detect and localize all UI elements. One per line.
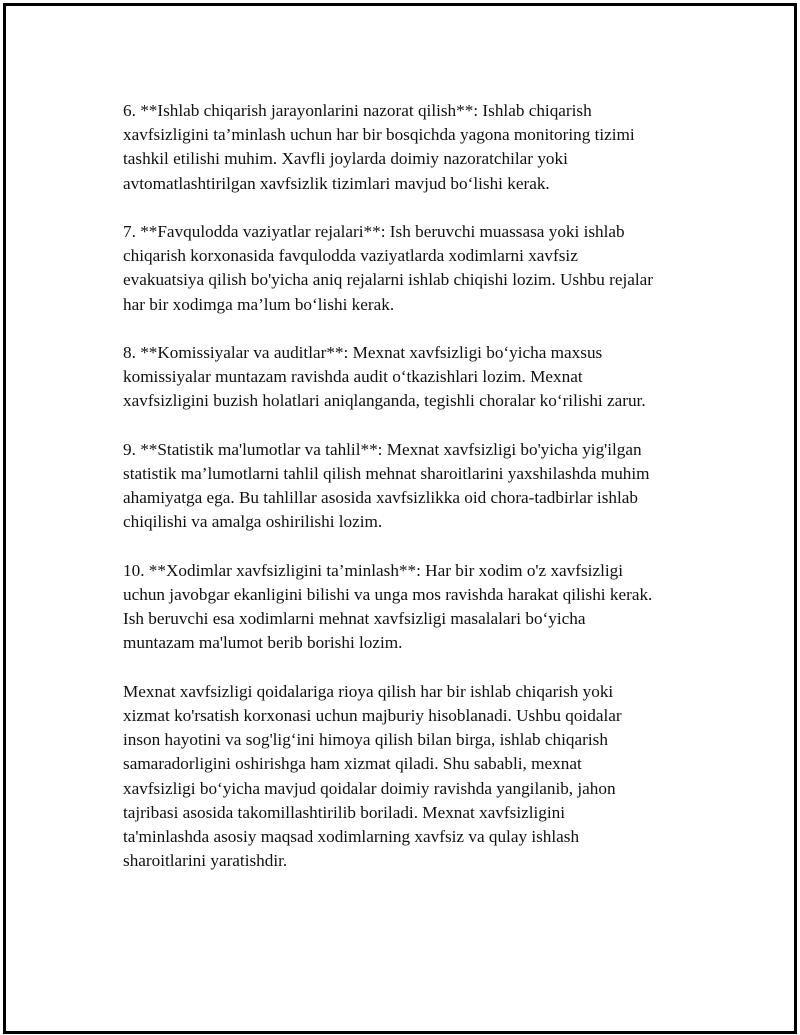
paragraph-6-production-control: 6. **Ishlab chiqarish jarayonlarini nazorat qilish**: Ishlab chiqarish xavfsizligini ta’minlash uchun har bir bosqichda yagona monitoring tizimi tashkil etilishi muhim. Xavfli joylarda doimiy nazoratchilar yoki avtomatlashtirilgan xavfsizlik tizimlari mavjud bo‘lishi kerak.	[123, 101, 635, 193]
paragraph-8-commissions-audits: 8. **Komissiyalar va auditlar**: Mexnat xavfsizligi bo‘yicha maxsus komissiyalar muntazam ravishda audit o‘tkazishlari lozim. Mexnat xavfsizligini buzish holatlari aniqlanganda, tegishli choralar ko‘rilishi zarur.	[123, 343, 646, 411]
paragraph-10-employee-safety: 10. **Xodimlar xavfsizligini ta’minlash**: Har bir xodim o'z xavfsizligi uchun javobgar ekanligini bilishi va unga mos ravishda harakat qilishi kerak. Ish beruvchi esa xodimlarni mehnat xavfsizligi masalalari bo‘yicha muntazam ma'lumot berib borishi lozim.	[123, 560, 653, 653]
paragraph-7-emergency-plans: 7. **Favqulodda vaziyatlar rejalari**: Ish beruvchi muassasa yoki ishlab chiqarish korxonasida favqulodda vaziyatlarda xodimlarni xavfsiz evakuatsiya qilish bo'yicha aniq rejalarni ishlab chiqishi lozim. Ushbu rejalar har bir xodimga ma’lum bo‘lishi kerak.	[123, 222, 654, 314]
document-body	[123, 99, 713, 873]
paragraph-9-statistics-analysis: 9. **Statistik ma'lumotlar va tahlil**: Mexnat xavfsizligi bo'yicha yig'ilgan statistik ma’lumotlarni tahlil qilish mehnat sharoitlarini yaxshilashda muhim ahamiyatga ega. Bu tahlillar asosida xavfsizlikka oid chora-tadbirlar ishlab chiqilishi va amalga oshirilishi lozim.	[123, 439, 650, 532]
page-frame	[3, 3, 797, 1034]
paragraph-conclusion: Mexnat xavfsizligi qoidalariga rioya qilish har bir ishlab chiqarish yoki xizmat ko'rsatish korxonasi uchun majburiy hisoblanadi. Ushbu qoidalar inson hayotini va sog'lig‘ini himoya qilish bilan birga, ishlab chiqarish samaradorligini oshirishga ham xizmat qiladi. Shu sababli, mexnat xavfsizligi bo‘yicha mavjud qoidalar doimiy ravishda yangilanib, jahon tajribasi asosida takomillashtirilib boriladi. Mexnat xavfsizligini ta'minlashda asosiy maqsad xodimlarning xavfsiz va qulay ishlash sharoitlarini yaratishdir.	[123, 681, 622, 871]
